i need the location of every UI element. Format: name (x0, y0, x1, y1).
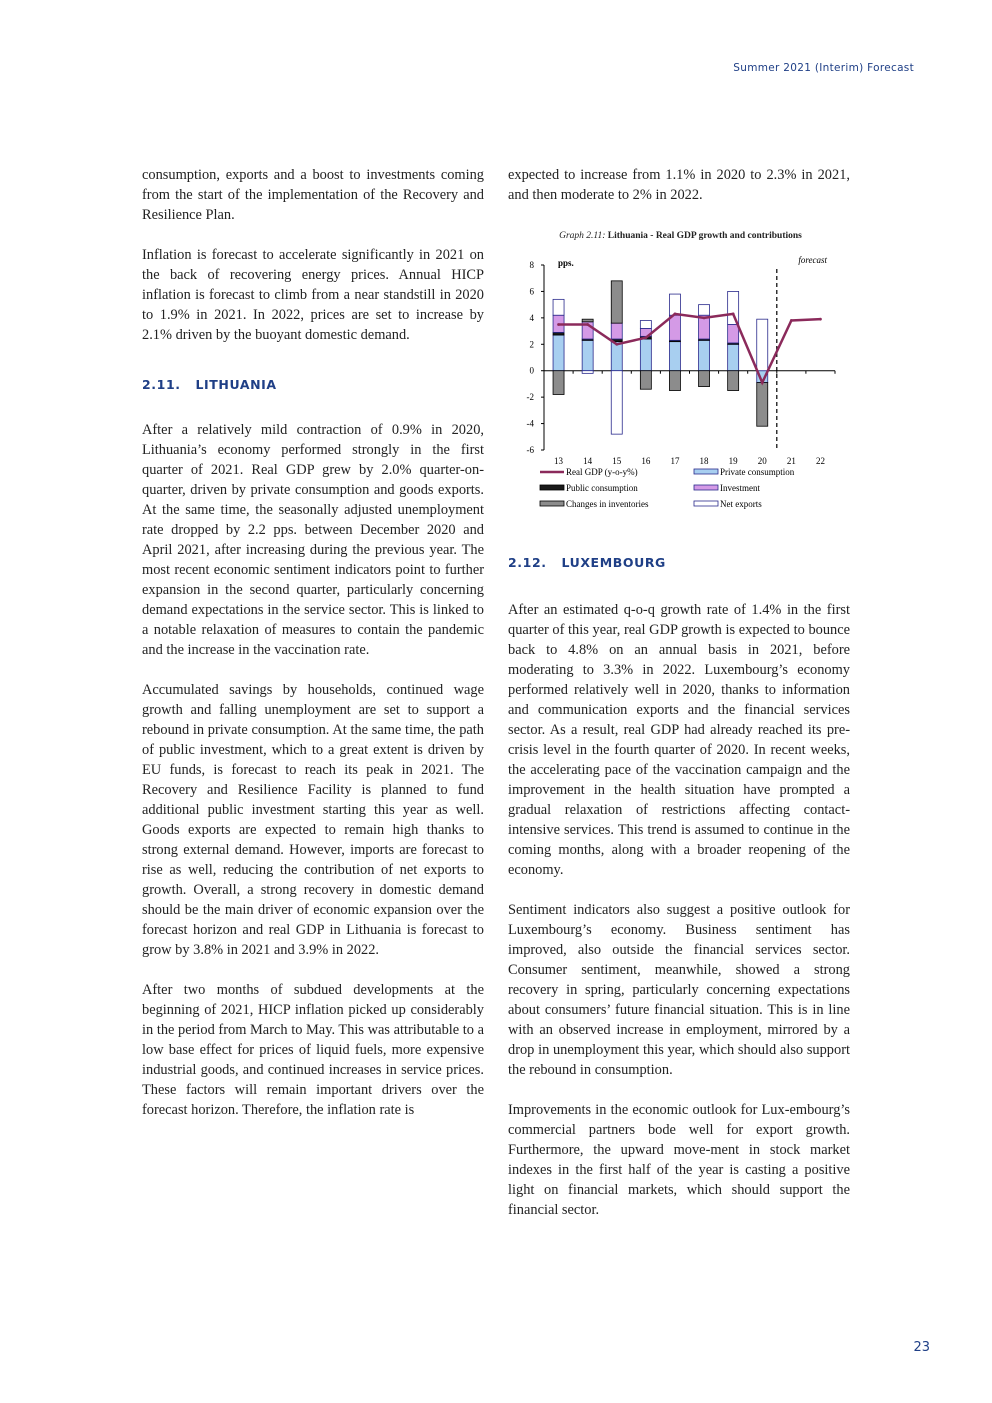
x-tick-label: 17 (670, 456, 680, 466)
y-tick-label: 0 (529, 365, 534, 376)
graph-title-text: Lithuania - Real GDP growth and contributions (607, 231, 802, 241)
x-tick-label: 13 (554, 456, 564, 466)
x-tick-label: 19 (728, 456, 738, 466)
bar-investment (669, 315, 680, 340)
legend-label: Private consumption (720, 467, 795, 477)
y-tick-label: 4 (529, 312, 534, 323)
y-tick-label: -6 (526, 445, 534, 455)
point-real-gdp (790, 319, 793, 322)
legend-label: Public consumption (566, 483, 638, 493)
y-axis-unit: pps. (558, 258, 574, 268)
bar-changes-in-inventories (582, 319, 593, 322)
paragraph: After an estimated q-o-q growth rate of 1.4% in the first quarter of this year, real GDP growth is expected to bounce back to 4.8% on an annual basis in 2021, before moderating to 3.3% in 2022. Luxembourg’s economy performed relatively well in 2020, thanks to information and communication exports and the financial services sector. As a result, real GDP had already reached its pre-crisis level in the fourth quarter of 2020. In recent weeks, the accelerating pace of the vaccination campaign and the improvement in the health situation have prompted a gradual relaxation of restrictions affecting contact-intensive services. This trend is assumed to continue in the coming months, along with a broader reopening of the economy. (508, 602, 850, 878)
x-tick-label: 18 (699, 456, 709, 466)
bar-private-consumption (699, 340, 710, 370)
bar-net-exports (669, 294, 680, 315)
paragraph: consumption, exports and a boost to investments coming from the start of the implementation of the Recovery and Resilience Plan. (142, 167, 484, 223)
legend-label: Investment (720, 483, 760, 493)
point-real-gdp (761, 381, 764, 384)
bar-net-exports (728, 291, 739, 324)
point-real-gdp (732, 312, 735, 315)
section-heading-luxembourg: 2.12. LUXEMBOURG (508, 555, 666, 570)
x-tick-label: 20 (757, 456, 767, 466)
paragraph: Improvements in the economic outlook for Lux-embourg’s commercial partners bode well for export growth. Furthermore, the upward move-ment in stock market indexes in the first half of the year is casting a positive light on financial markets, which should support the financial sector. (508, 1102, 850, 1218)
paragraph: After two months of subdued developments at the beginning of 2021, HICP inflation picked up considerably in the period from March to May. This was attributable to a low base effect for prices of liquid fuels, more expensive industrial goods, and continued increases in service prices. These factors will remain important drivers over the forecast horizon. Therefore, the inflation rate is (142, 982, 484, 1118)
bar-changes-in-inventories (669, 371, 680, 391)
point-real-gdp (586, 323, 589, 326)
y-tick-label: -2 (526, 392, 534, 403)
bar-private-consumption (728, 344, 739, 370)
bar-private-consumption (640, 339, 651, 371)
point-real-gdp (644, 336, 647, 339)
x-tick-label: 14 (583, 456, 593, 466)
forecast-annotation: forecast (798, 255, 827, 265)
running-title: Summer 2021 (Interim) Forecast (733, 62, 914, 74)
bar-private-consumption (553, 335, 564, 371)
x-tick-label: 22 (815, 456, 825, 466)
graph-title-prefix: Graph 2.11: (559, 231, 606, 241)
y-tick-label: 6 (529, 286, 534, 297)
bar-changes-in-inventories (640, 371, 651, 390)
paragraph: expected to increase from 1.1% in 2020 to 2.3% in 2021, and then moderate to 2% in 2022. (508, 167, 850, 203)
right-column (508, 165, 850, 225)
gdp-contributions-graph (508, 226, 853, 516)
bar-changes-in-inventories (553, 371, 564, 395)
page-number: 23 (913, 1340, 930, 1355)
paragraph: Accumulated savings by households, continued wage growth and falling unemployment are set to support a rebound in private consumption. At the same time, the path of public investment, which to a great extent is driven by EU funds, is forecast to reach its peak in 2021. The Recovery and Resilience Facility is planned to fund additional public investment starting this year as well. Goods exports are expected to remain high thanks to strong external demand. However, imports are forecast to rise as well, reducing the contribution of net exports to growth. Overall, a strong recovery in domestic demand should be the main driver of economic expansion over the forecast horizon and real GDP in Lithuania is forecast to grow by 3.8% in 2021 and 3.9% in 2022. (142, 682, 484, 958)
bar-net-exports (611, 371, 622, 434)
right-column-lower (508, 555, 850, 1240)
point-real-gdp (819, 318, 822, 321)
point-real-gdp (703, 316, 706, 319)
bar-changes-in-inventories (699, 371, 710, 387)
point-real-gdp (674, 312, 677, 315)
bar-net-exports (582, 371, 593, 374)
bar-net-exports (640, 321, 651, 329)
bar-net-exports (699, 305, 710, 316)
bar-investment (728, 324, 739, 343)
point-real-gdp (557, 323, 560, 326)
chart-svg (508, 226, 853, 516)
y-tick-label: 2 (529, 339, 534, 350)
x-tick-label: 15 (612, 456, 622, 466)
legend-swatch (694, 469, 718, 474)
bar-net-exports (757, 319, 768, 371)
y-tick-label: -4 (526, 418, 534, 429)
paragraph: Inflation is forecast to accelerate significantly in 2021 on the back of recovering energy prices. Annual HICP inflation is forecast to climb from a near standstill in 2020 to 1.9% in 2021. In 2022, prices are set to increase by 2.1% driven by the buoyant domestic demand. (142, 247, 484, 343)
x-tick-label: 21 (786, 456, 796, 466)
bar-investment (611, 323, 622, 339)
bar-private-consumption (669, 342, 680, 371)
bar-changes-in-inventories (757, 383, 768, 427)
x-tick-label: 16 (641, 456, 651, 466)
bar-private-consumption (611, 342, 622, 371)
legend-swatch (540, 485, 564, 490)
paragraph: Sentiment indicators also suggest a positive outlook for Luxembourg’s economy. Business sentiment has improved, also outside the financial services sector. Consumer sentiment, meanwhile, showed a strong recovery in spring, particularly concerning expectations about consumers’ future financial situation. This is in line with an observed increase in employment, mirrored by a drop in unemployment this year, which should also support the rebound in consumption. (508, 902, 850, 1078)
legend-label: Real GDP (y-o-y%) (566, 467, 638, 477)
bar-private-consumption (582, 340, 593, 370)
legend-swatch (694, 485, 718, 490)
point-real-gdp (615, 343, 618, 346)
legend-swatch (694, 501, 718, 506)
bar-changes-in-inventories (728, 371, 739, 391)
legend-label: Changes in inventories (566, 499, 649, 509)
y-tick-label: 8 (529, 260, 534, 270)
left-column (142, 165, 484, 1140)
legend-swatch (540, 501, 564, 506)
bar-net-exports (553, 299, 564, 315)
legend-label: Net exports (720, 499, 762, 509)
bar-changes-in-inventories (611, 281, 622, 323)
paragraph: After a relatively mild contraction of 0.9% in 2020, Lithuania’s economy performed strongly in the first quarter of 2021. Real GDP grew by 2.0% quarter-on-quarter, driven by private consumption and goods exports. At the same time, the seasonally adjusted unemployment rate dropped by 2.2 pps. between December 2020 and April 2021, after increasing during the previous year. The most recent economic sentiment indicators point to further expansion in the second quarter, particularly concerning demand expectations in the service sector. This is linked to a notable relaxation of measures to contain the pandemic and the increase in the vaccination rate. (142, 422, 484, 658)
section-heading-lithuania: 2.11. LITHUANIA (142, 377, 277, 392)
